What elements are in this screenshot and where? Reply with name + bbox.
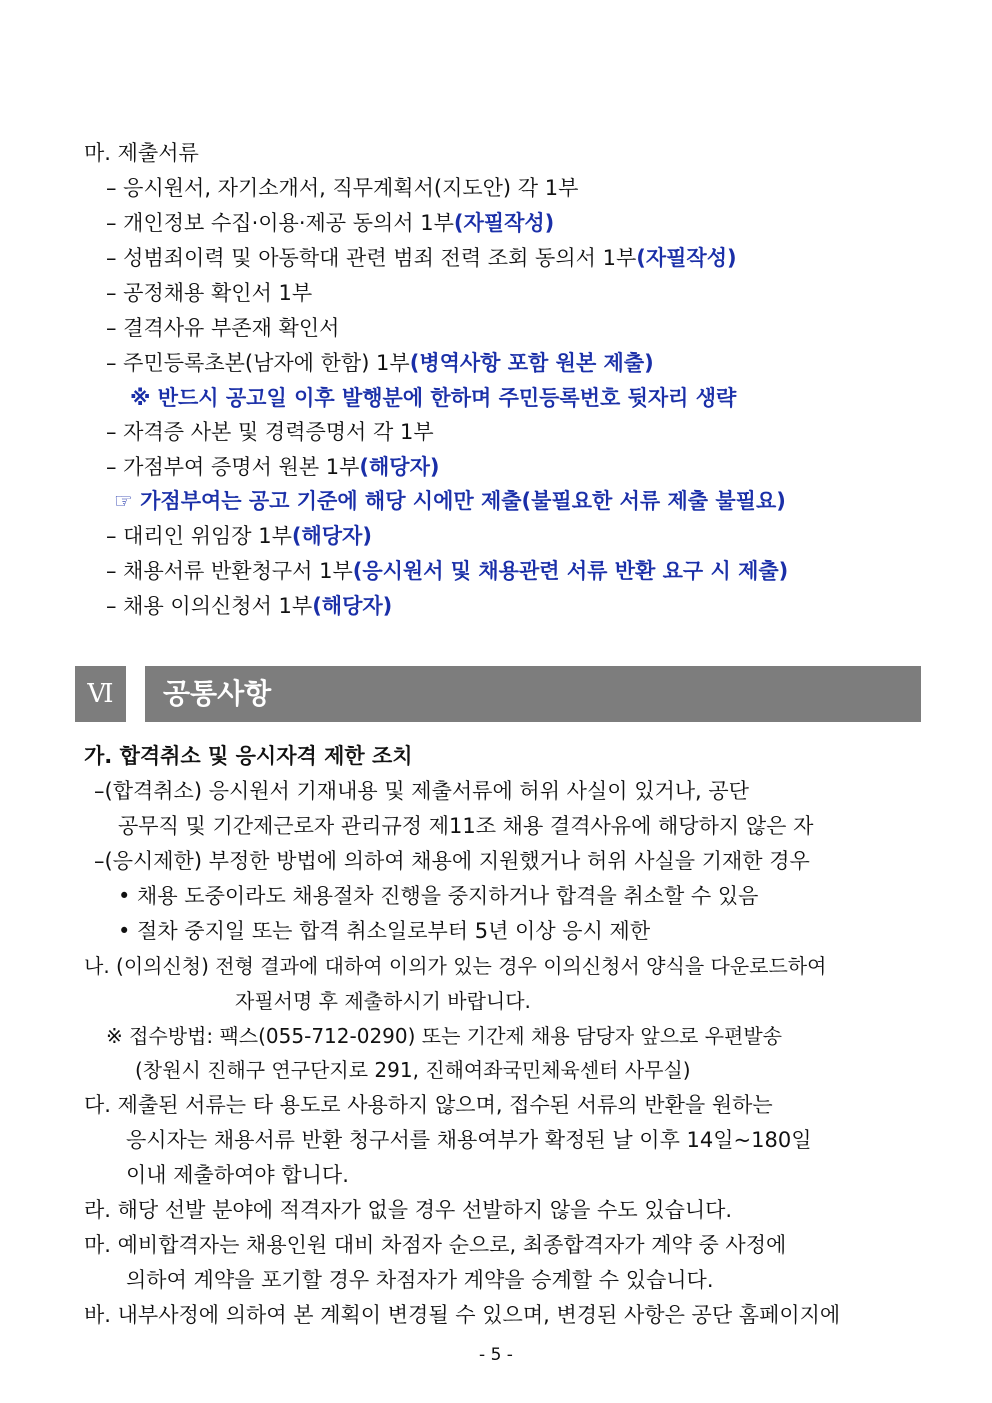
- clause-note: (창원시 진해구 연구단지로 291, 진해여좌국민체육센터 사무실): [135, 1058, 691, 1082]
- doc-item: – 대리인 위임장 1부(해당자): [106, 524, 372, 548]
- clause-ba: 바. 내부사정에 의하여 본 계획이 변경될 수 있으며, 변경된 사항은 공단 홈페이지에: [84, 1303, 841, 1327]
- clause-text: –(합격취소) 응시원서 기재내용 및 제출서류에 허위 사실이 있거나, 공단: [94, 779, 749, 803]
- clause-ra: 라. 해당 선발 분야에 적격자가 없을 경우 선발하지 않을 수도 있습니다.: [84, 1198, 733, 1222]
- doc-item: – 자격증 사본 및 경력증명서 각 1부: [106, 420, 434, 444]
- doc-item: – 가점부여 증명서 원본 1부(해당자): [106, 455, 440, 479]
- clause-text: 이내 제출하여야 합니다.: [126, 1163, 349, 1187]
- doc-item: – 채용 이의신청서 1부(해당자): [106, 594, 393, 618]
- doc-note: ☞ 가점부여는 공고 기준에 해당 시에만 제출(불필요한 서류 제출 불필요): [114, 489, 786, 513]
- section-number: Ⅵ: [75, 666, 126, 722]
- doc-item: – 성범죄이력 및 아동학대 관련 범죄 전력 조회 동의서 1부(자필작성): [106, 246, 737, 270]
- clause-na: 나. (이의신청) 전형 결과에 대하여 이의가 있는 경우 이의신청서 양식을 다운로드하여: [84, 954, 827, 978]
- clause-text: 의하여 계약을 포기할 경우 차점자가 계약을 승계할 수 있습니다.: [126, 1268, 714, 1292]
- doc-item: – 응시원서, 자기소개서, 직무계획서(지도안) 각 1부: [106, 176, 579, 200]
- clause-da: 다. 제출된 서류는 타 용도로 사용하지 않으며, 접수된 서류의 반환을 원하는: [84, 1093, 773, 1117]
- submission-docs-heading: 마. 제출서류: [84, 141, 199, 165]
- clause-ga-heading: 가. 합격취소 및 응시자격 제한 조치: [84, 744, 413, 768]
- clause-text: 공무직 및 기간제근로자 관리규정 제11조 채용 결격사유에 해당하지 않은 자: [118, 814, 814, 838]
- doc-note: ※ 반드시 공고일 이후 발행분에 한하며 주민등록번호 뒷자리 생략: [130, 386, 737, 410]
- clause-bullet: • 절차 중지일 또는 합격 취소일로부터 5년 이상 응시 제한: [118, 919, 651, 943]
- doc-item: – 채용서류 반환청구서 1부(응시원서 및 채용관련 서류 반환 요구 시 제출): [106, 559, 789, 583]
- clause-bullet: • 채용 도중이라도 채용절차 진행을 중지하거나 합격을 취소할 수 있음: [118, 884, 759, 908]
- clause-text: 자필서명 후 제출하시기 바랍니다.: [235, 989, 531, 1013]
- clause-text: –(응시제한) 부정한 방법에 의하여 채용에 지원했거나 허위 사실을 기재한 경우: [94, 849, 810, 873]
- doc-item: – 공정채용 확인서 1부: [106, 281, 313, 305]
- doc-item: – 주민등록초본(남자에 한함) 1부(병역사항 포함 원본 제출): [106, 351, 654, 375]
- doc-item: – 개인정보 수집·이용·제공 동의서 1부(자필작성): [106, 211, 555, 235]
- clause-text: 응시자는 채용서류 반환 청구서를 채용여부가 확정된 날 이후 14일~180일: [126, 1128, 812, 1152]
- clause-note: ※ 접수방법: 팩스(055-712-0290) 또는 기간제 채용 담당자 앞으로 우편발송: [106, 1024, 783, 1048]
- section-title: 공통사항: [145, 666, 921, 722]
- page-number: - 5 -: [479, 1345, 513, 1365]
- clause-ma: 마. 예비합격자는 채용인원 대비 차점자 순으로, 최종합격자가 계약 중 사정에: [84, 1233, 787, 1257]
- doc-item: – 결격사유 부존재 확인서: [106, 316, 340, 340]
